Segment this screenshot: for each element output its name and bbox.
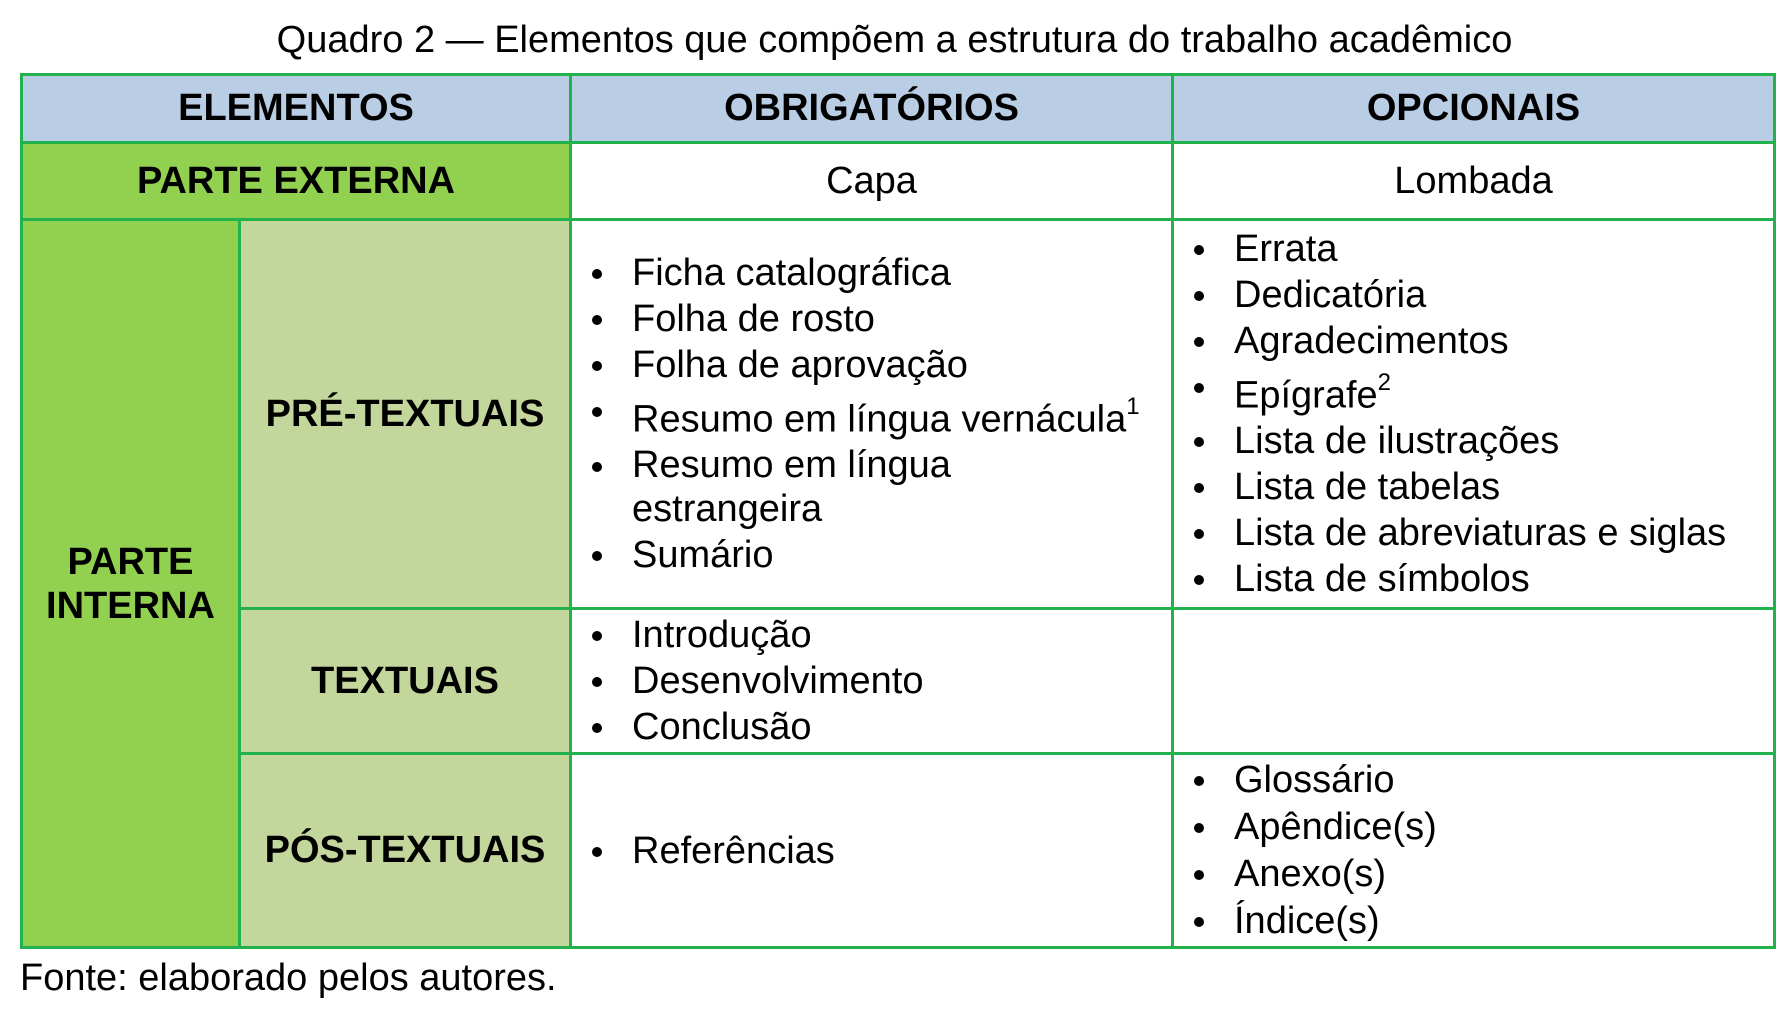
list-item: Folha de rosto bbox=[584, 296, 1171, 342]
parte-interna-line1: PARTE bbox=[67, 540, 194, 583]
list-item: Errata bbox=[1186, 226, 1773, 272]
list-item: Referências bbox=[584, 828, 1171, 874]
pre-textuais-row bbox=[22, 220, 1775, 608]
parte-externa-opcional: Lombada bbox=[1173, 143, 1775, 220]
textuais-obrigatorios bbox=[571, 608, 1173, 754]
parte-interna-label bbox=[22, 220, 240, 948]
list-item: Ficha catalográfica bbox=[584, 250, 1171, 296]
parte-externa-obrigatorio: Capa bbox=[571, 143, 1173, 220]
header-elementos: ELEMENTOS bbox=[22, 75, 571, 143]
textuais-opcionais bbox=[1173, 608, 1775, 754]
list-item: Lista de símbolos bbox=[1186, 556, 1773, 602]
bullet-icon bbox=[592, 462, 602, 472]
bullet-icon bbox=[1194, 870, 1204, 880]
pre-textuais-opcionais bbox=[1173, 220, 1775, 608]
pos-textuais-obrigatorios-list bbox=[572, 828, 1171, 874]
pos-textuais-obrigatorios bbox=[571, 754, 1173, 948]
pos-textuais-opcionais-list bbox=[1174, 757, 1773, 945]
bullet-icon bbox=[1194, 529, 1204, 539]
bullet-icon bbox=[1194, 337, 1204, 347]
footnote-marker: 2 bbox=[1377, 368, 1392, 396]
list-item: Desenvolvimento bbox=[584, 658, 1171, 704]
textuais-label: TEXTUAIS bbox=[240, 608, 571, 754]
bullet-icon bbox=[1194, 437, 1204, 447]
textuais-obrigatorios-list bbox=[572, 612, 1171, 750]
bullet-icon bbox=[1194, 245, 1204, 255]
bullet-icon bbox=[592, 269, 602, 279]
bullet-icon bbox=[1194, 291, 1204, 301]
header-row bbox=[22, 75, 1775, 143]
bullet-icon bbox=[592, 315, 602, 325]
list-item: Glossário bbox=[1186, 757, 1773, 804]
list-item: Dedicatória bbox=[1186, 272, 1773, 318]
list-item: Agradecimentos bbox=[1186, 318, 1773, 364]
textuais-row bbox=[22, 608, 1775, 754]
list-item: Resumo em língua estrangeira bbox=[584, 443, 1171, 532]
list-item: Apêndice(s) bbox=[1186, 804, 1773, 851]
table-source: Fonte: elaborado pelos autores. bbox=[20, 957, 557, 999]
bullet-icon bbox=[1194, 483, 1204, 493]
pre-textuais-label: PRÉ-TEXTUAIS bbox=[240, 220, 571, 608]
parte-externa-label: PARTE EXTERNA bbox=[22, 143, 571, 220]
list-item: Lista de abreviaturas e siglas bbox=[1186, 510, 1773, 556]
bullet-icon bbox=[592, 677, 602, 687]
header-obrigatorios: OBRIGATÓRIOS bbox=[571, 75, 1173, 143]
bullet-icon bbox=[1194, 823, 1204, 833]
bullet-icon bbox=[592, 407, 602, 417]
elements-table bbox=[20, 73, 1776, 949]
bullet-icon bbox=[592, 361, 602, 371]
list-item: Lista de ilustrações bbox=[1186, 418, 1773, 464]
parte-externa-row bbox=[22, 143, 1775, 220]
footnote-marker: 1 bbox=[1126, 393, 1140, 421]
bullet-icon bbox=[1194, 575, 1204, 585]
parte-interna-line2: INTERNA bbox=[46, 584, 215, 627]
pre-textuais-obrigatorios-list bbox=[572, 250, 1171, 578]
bullet-icon bbox=[1194, 917, 1204, 927]
bullet-icon bbox=[1194, 776, 1204, 786]
list-item: Resumo em língua vernácula$^1$ bbox=[584, 388, 1171, 443]
header-opcionais: OPCIONAIS bbox=[1173, 75, 1775, 143]
pos-textuais-row bbox=[22, 754, 1775, 948]
bullet-icon bbox=[592, 631, 602, 641]
pre-textuais-obrigatorios bbox=[571, 220, 1173, 608]
list-item: Anexo(s) bbox=[1186, 851, 1773, 898]
table-caption: Quadro 2 — Elementos que compõem a estrutura do trabalho acadêmico bbox=[276, 19, 1513, 61]
list-item: Introdução bbox=[584, 612, 1171, 658]
list-item: Lista de tabelas bbox=[1186, 464, 1773, 510]
list-item: Índice(s) bbox=[1186, 898, 1773, 945]
list-item: Folha de aprovação bbox=[584, 342, 1171, 388]
list-item: Epígrafe$^2$ bbox=[1186, 364, 1773, 419]
bullet-icon bbox=[1194, 383, 1204, 393]
list-item: Conclusão bbox=[584, 704, 1171, 750]
bullet-icon bbox=[592, 551, 602, 561]
list-item: Sumário bbox=[584, 532, 1171, 578]
bullet-icon bbox=[592, 723, 602, 733]
bullet-icon bbox=[592, 847, 602, 857]
pos-textuais-label: PÓS-TEXTUAIS bbox=[240, 754, 571, 948]
pos-textuais-opcionais bbox=[1173, 754, 1775, 948]
pre-textuais-opcionais-list bbox=[1174, 226, 1773, 603]
